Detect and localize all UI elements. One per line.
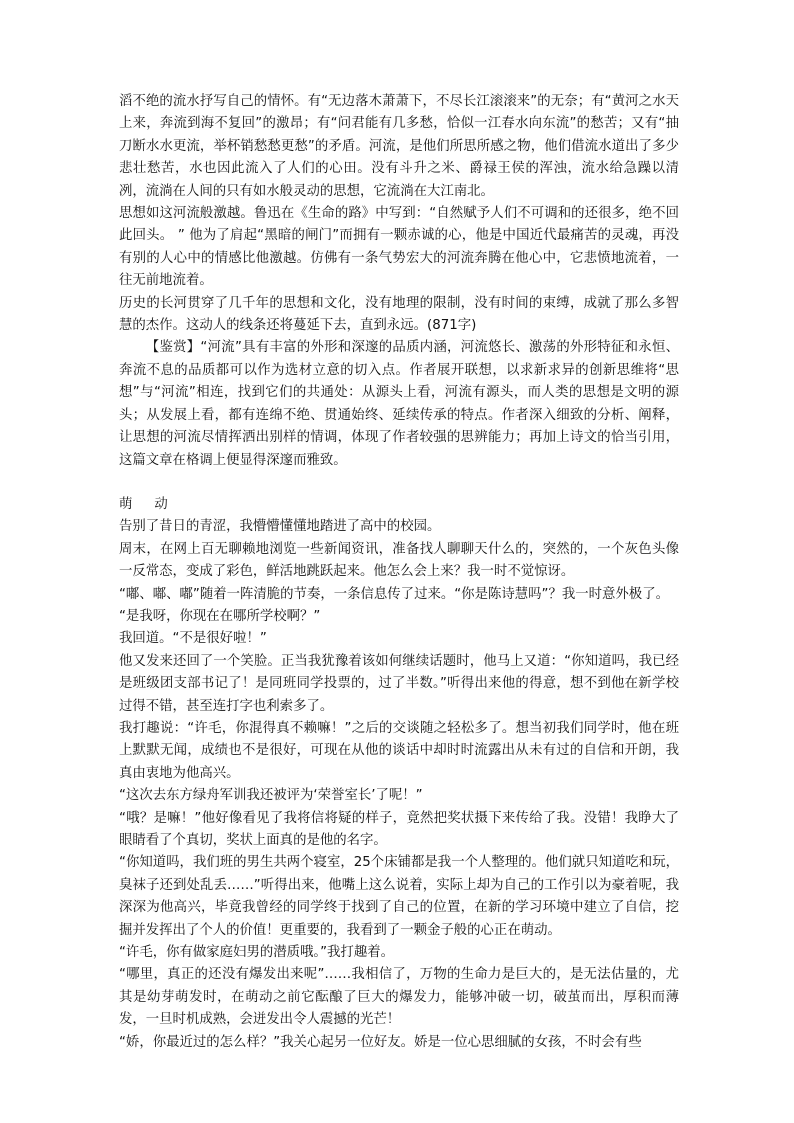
- essay2-title: [119, 494, 679, 516]
- essay2-paragraph-4: “是我呀，你现在在哪所学校啊？”: [119, 608, 321, 624]
- essay2-paragraph-3: “嘟、嘟、嘟”随着一阵清脆的节奏，一条信息传了过来。“你是陈诗慧吗”？我一时意外极了。: [119, 586, 669, 602]
- essay2-paragraph-7: 我打趣说：“许毛，你混得真不赖嘛！”之后的交谈随之轻松多了。想当初我们同学时，他在班上默默无闻，成绩也不是很好，可现在从他的谈话中却时时流露出从未有过的自信和开朗，我真由衷地为他高兴。: [119, 720, 679, 781]
- essay1-paragraph-2: 思想如这河流般激越。鲁迅在《生命的路》中写到：“自然赋予人们不可调和的还很多，绝不回此回头。 ” 他为了肩起“黑暗的闸门”而拥有一颗赤诚的心，他是中国近代最痛苦的灵魂，再没有别的人心中的情感比他激越。仿佛有一条气势宏大的河流奔腾在他心中，它悲愤地流着，一往无前地流着。: [119, 206, 679, 289]
- essay2-paragraph-11: “许毛，你有做家庭妇男的潜质哦。”我打趣着。: [119, 945, 394, 961]
- essay1-paragraph-3: 历史的长河贯穿了几千年的思想和文化，没有地理的限制，没有时间的束缚，成就了那么多智慧的杰作。这动人的线条还将蔓延下去，直到永远。(871字): [119, 295, 679, 334]
- appreciation-paragraph: 【鉴赏】“河流”具有丰富的外形和深邃的品质内涵，河流悠长、激荡的外形特征和永恒、奔流不息的品质都可以作为选材立意的切入点。作者展开联想，以求新求异的创新思维将“思想”与“河流”相连，找到它们的共通处：从源头上看，河流有源头，而人类的思想是文明的源头；从发展上看，都有连绵不绝、贯通始终、延续传承的特点。作者深入细致的分析、阐释，让思想的河流尽情挥洒出别样的情调，体现了作者较强的思辨能力；再加上诗文的恰当引用，这篇文章在格调上便显得深邃而雅致。: [119, 340, 679, 468]
- essay2-paragraph-10: “你知道吗，我们班的男生共两个寝室，25个床铺都是我一个人整理的。他们就只知道吃和玩，臭袜子还到处乱丢……”听得出来，他嘴上这么说着，实际上却为自己的工作引以为豪着呢，我深深为他高兴，毕竟我曾经的同学终于找到了自己的位置，在新的学习环境中建立了自信，挖掘并发挥出了个人的价值！更重要的，我看到了一颗金子般的心正在萌动。: [119, 855, 679, 938]
- essay2-title-char-2: 动: [154, 496, 168, 512]
- essay2-paragraph-6: 他又发来还回了一个笑脸。正当我犹豫着该如何继续话题时，他马上又道：“你知道吗，我已经是班级团支部书记了！是同班同学投票的，过了半数。”听得出来他的得意，想不到他在新学校过得不错，甚至连打字也利索多了。: [119, 653, 679, 714]
- essay2-title-char-1: 萌: [119, 496, 133, 512]
- essay2-paragraph-12: “哪里，真正的还没有爆发出来呢”……我相信了，万物的生命力是巨大的，是无法估量的，尤其是幼芽萌发时，在萌动之前它酝酿了巨大的爆发力，能够冲破一切，破茧而出，厚积而薄发，一旦时机成熟，会迸发出令人震撼的光芒！: [119, 967, 679, 1028]
- essay2-paragraph-13: “娇，你最近过的怎么样？”我关心起另一位好友。娇是一位心思细腻的女孩，不时会有些: [119, 1034, 642, 1050]
- essay2-paragraph-2: 周末，在网上百无聊赖地浏览一些新闻资讯，准备找人聊聊天什么的，突然的，一个灰色头像一反常态，变成了彩色，鲜活地跳跃起来。他怎么会上来？我一时不觉惊讶。: [119, 541, 679, 580]
- document-page: [119, 91, 679, 1054]
- essay2-paragraph-9: “哦？是嘛！”他好像看见了我将信将疑的样子，竟然把奖状摄下来传给了我。没错！我睁大了眼睛看了个真切，奖状上面真的是他的名字。: [119, 810, 679, 848]
- essay1-paragraph-1: 滔不绝的流水抒写自己的情怀。有“无边落木萧萧下，不尽长江滚滚来”的无奈；有“黄河之水天上来，奔流到海不复回”的激昂；有“问君能有几多愁，恰似一江春水向东流”的愁苦；又有“抽刀断水水更流，举杯销愁愁更愁”的矛盾。河流，是他们所思所感之物，他们借流水道出了多少悲壮愁苦，水也因此流入了人们的心田。没有斗升之米、爵禄王侯的浑浊，流水给急躁以清冽，流淌在人间的只有如水般灵动的思想，它流淌在大江南北。: [119, 94, 679, 199]
- essay2-paragraph-1: 告别了昔日的青涩，我懵懵懂懂地踏进了高中的校园。: [119, 519, 441, 535]
- essay2-paragraph-8: “这次去东方绿舟军训我还被评为‘荣誉室长’了呢！”: [119, 788, 423, 804]
- section-gap: [119, 472, 679, 494]
- essay2-paragraph-5: 我回道。“不是很好啦！”: [119, 631, 267, 647]
